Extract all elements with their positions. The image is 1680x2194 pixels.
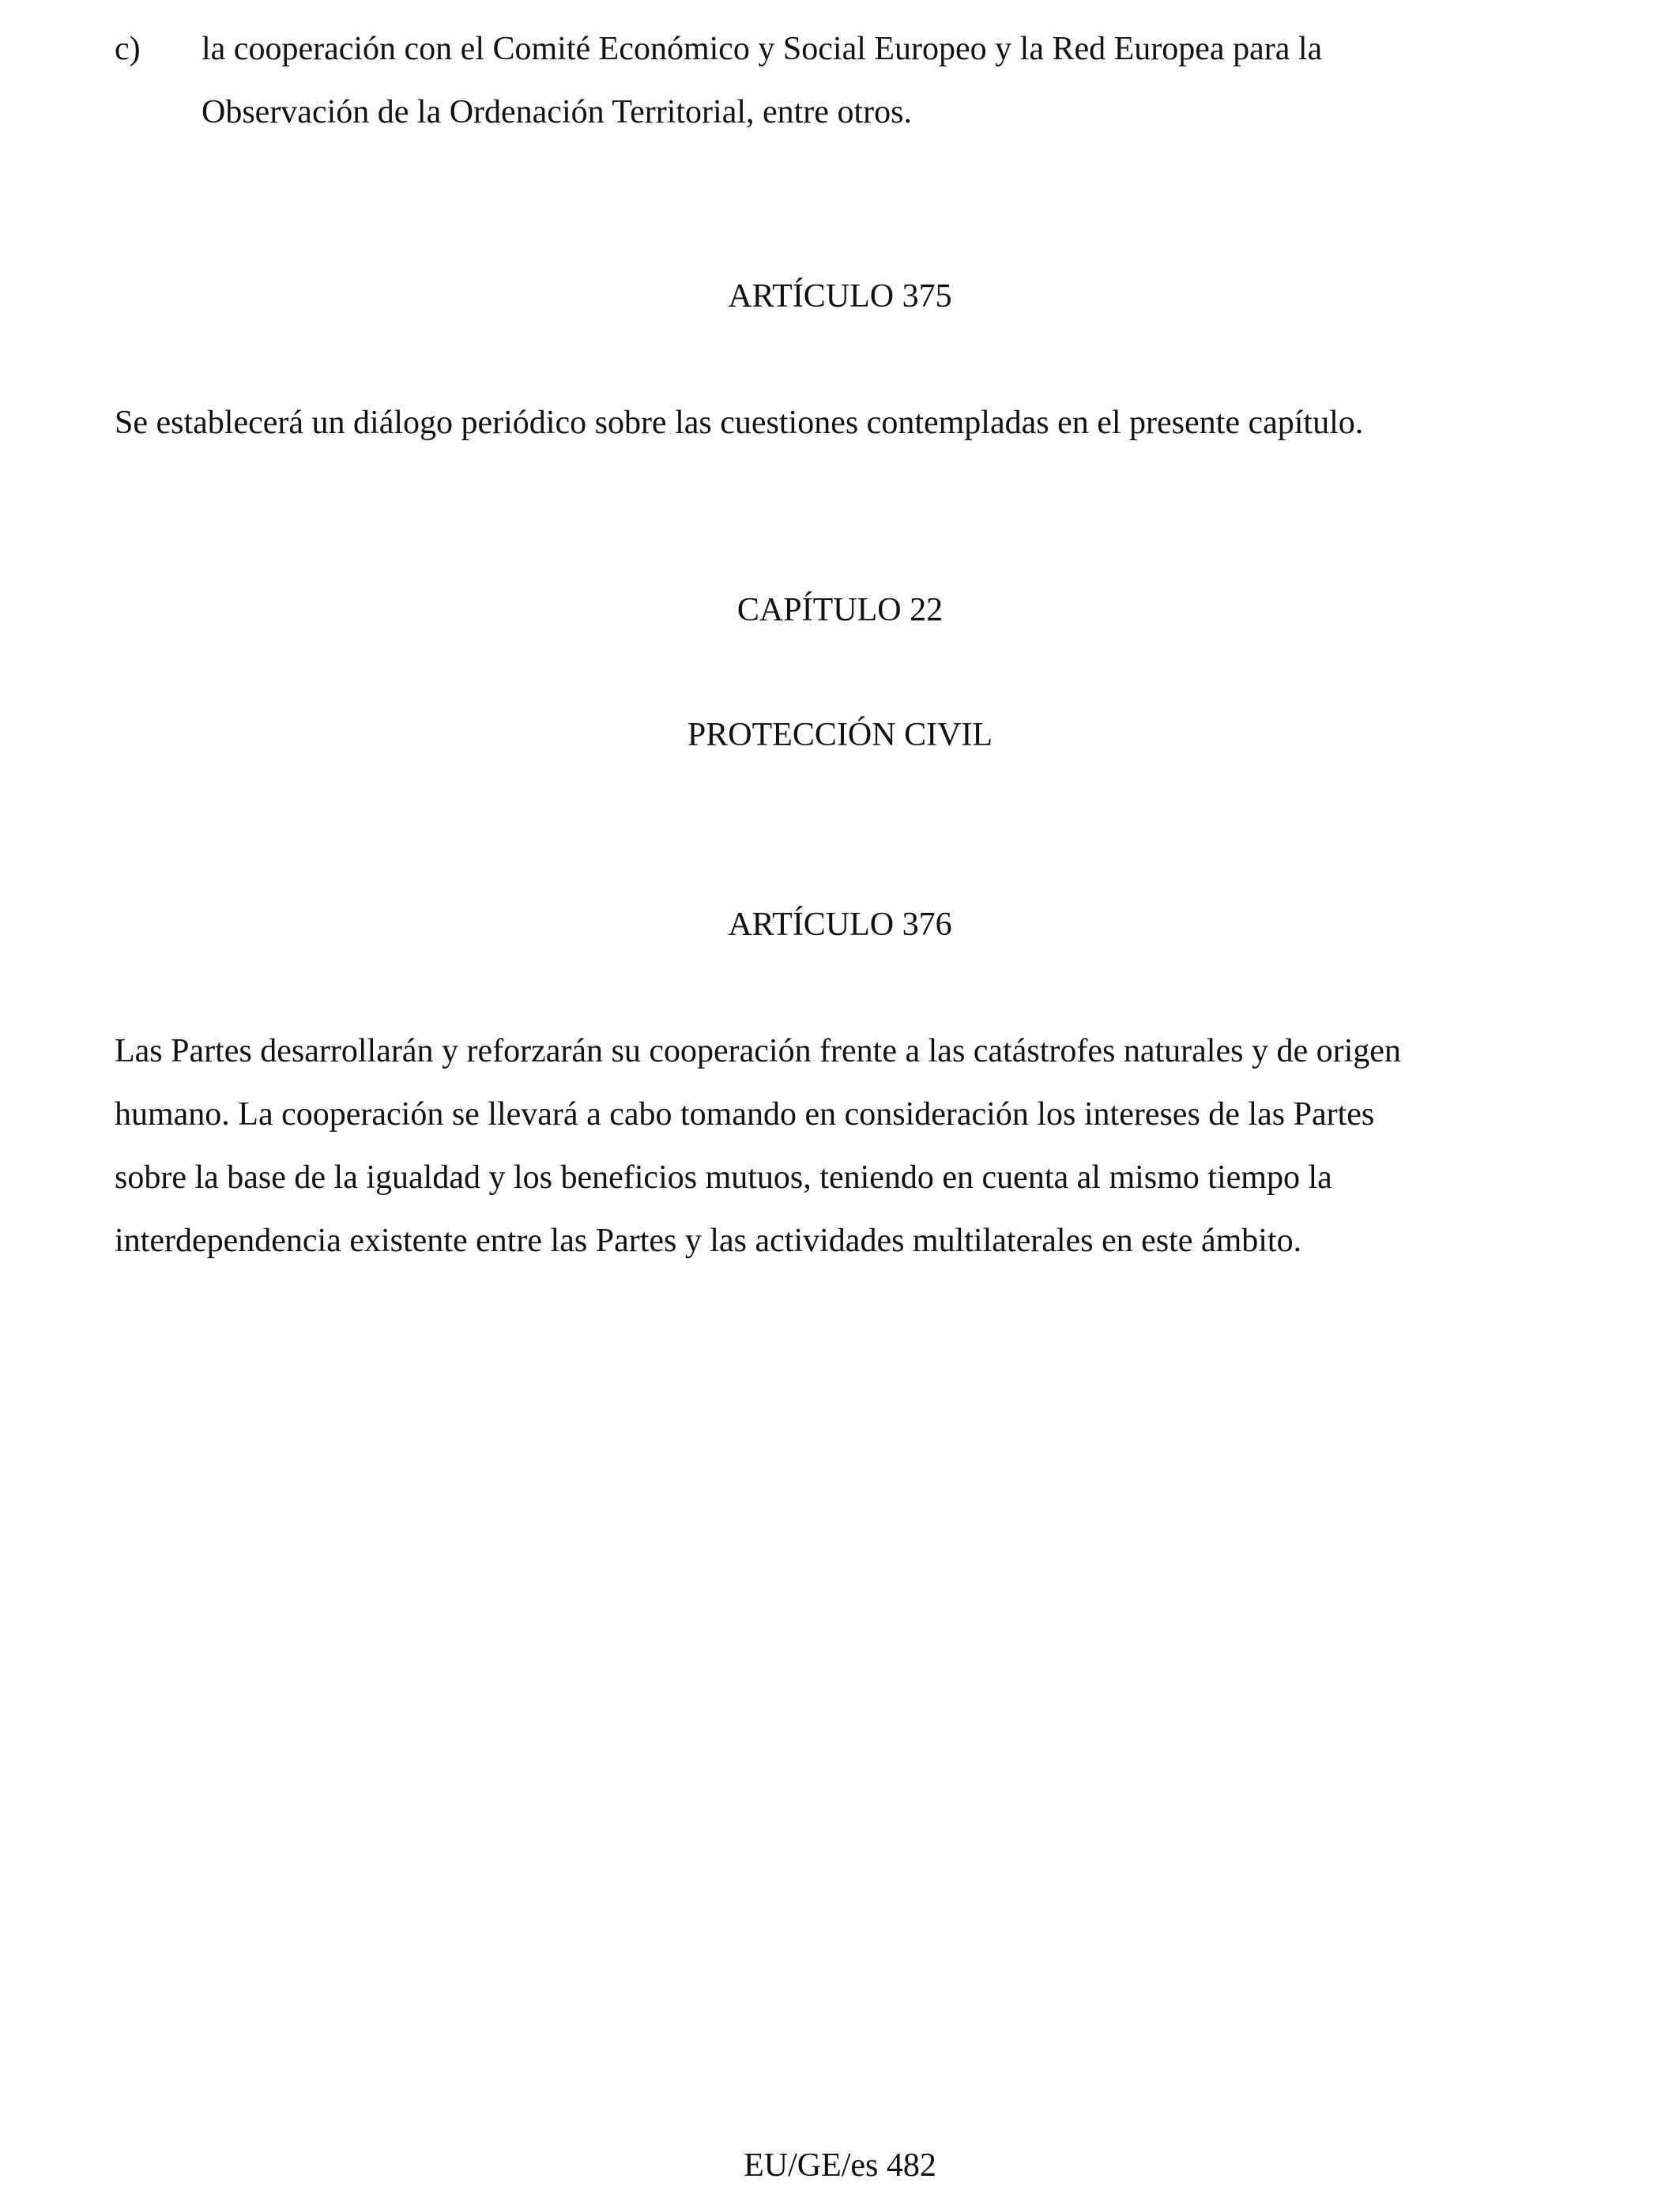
article-376-line-2: humano. La cooperación se llevará a cabo tomando en consideración los intereses de las Partes [115, 1096, 1375, 1133]
page-footer: EU/GE/es 482 [744, 2147, 936, 2184]
article-376-line-4: interdependencia existente entre las Partes y las actividades multilaterales en este ámbito. [115, 1223, 1302, 1259]
list-marker: c) [115, 31, 141, 67]
chapter-22-heading: CAPÍTULO 22 [736, 592, 944, 628]
article-376-paragraph [115, 1020, 1600, 1272]
list-item-text [202, 17, 1600, 144]
article-376-line-1: Las Partes desarrollarán y reforzarán su cooperación frente a las catástrofes naturales y de origen [115, 1033, 1401, 1069]
chapter-22-title: PROTECCIÓN CIVIL [687, 717, 993, 753]
article-375-paragraph: Se establecerá un diálogo periódico sobre las cuestiones contempladas en el presente capítulo. [115, 405, 1364, 441]
article-376-line-3: sobre la base de la igualdad y los beneficios mutuos, teniendo en cuenta al mismo tiempo la [115, 1159, 1332, 1196]
list-item-c [115, 17, 1600, 144]
list-item-line-1: la cooperación con el Comité Económico y Social Europeo y la Red Europea para la [202, 31, 1323, 67]
article-376-heading: ARTÍCULO 376 [728, 907, 952, 943]
article-375-heading: ARTÍCULO 375 [728, 278, 952, 315]
list-item-line-2: Observación de la Ordenación Territorial, entre otros. [202, 94, 912, 130]
